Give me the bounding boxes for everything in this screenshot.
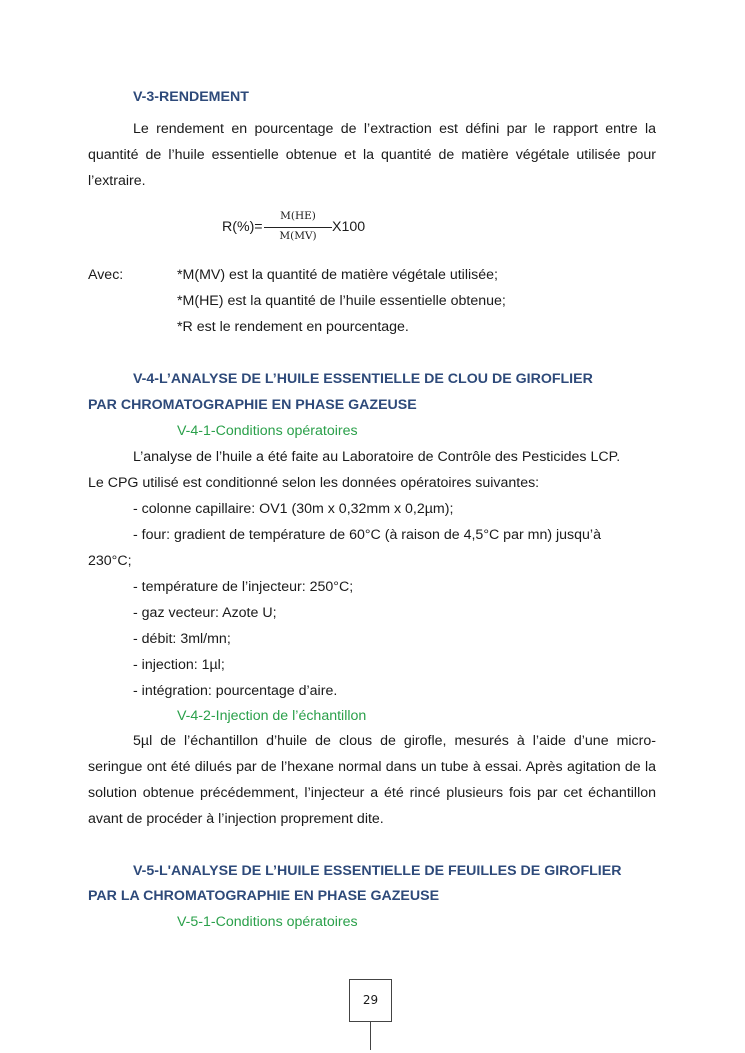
condition-item: - température de l’injecteur: 250°C; <box>133 579 354 595</box>
section-heading-rendement: V-3-RENDEMENT <box>133 89 249 105</box>
paragraph-injection: 5µl de l’échantillon d’huile de clous de girofle, mesurés à l’aide d’une micro-seringue ont été dilués par de l’hexane normal dans un tube à essai. Après agitation de la solution obtenue précédemment, l’injecteur a été rincé plusieurs fois par cet échantillon avant de procéder à l’injection proprement dite. <box>88 733 656 827</box>
intro-line: L’analyse de l’huile a été faite au Laboratoire de Contrôle des Pesticides LCP. <box>133 449 621 465</box>
avec-label: Avec: <box>88 267 124 283</box>
condition-item: - débit: 3ml/mn; <box>133 631 231 647</box>
paragraph-rendement: Le rendement en pourcentage de l’extraction est défini par le rapport entre la quantité de l’huile essentielle obtenue et la quantité de matière végétale utilisée pour l’extraire. <box>88 121 656 189</box>
condition-item: - intégration: pourcentage d’aire. <box>133 683 338 699</box>
subheading-conditions: V-4-1-Conditions opératoires <box>177 423 358 439</box>
formula-denominator: M(MV) <box>279 230 317 242</box>
condition-item: - colonne capillaire: OV1 (30m x 0,32mm x 0,2µm); <box>133 501 454 517</box>
condition-item: - four: gradient de température de 60°C (à raison de 4,5°C par mn) jusqu’à <box>133 527 601 543</box>
section-heading-analyse-feuilles: V-5-L'ANALYSE DE L’HUILE ESSENTIELLE DE FEUILLES DE GIROFLIER <box>133 863 622 879</box>
section-heading-analyse-clou: V-4-L’ANALYSE DE L’HUILE ESSENTIELLE DE CLOU DE GIROFLIER <box>133 371 593 387</box>
formula-multiplier: X100 <box>332 219 366 235</box>
condition-item: - gaz vecteur: Azote U; <box>133 605 277 621</box>
formula-numerator: M(HE) <box>280 210 316 222</box>
subheading-conditions-feuilles: V-5-1-Conditions opératoires <box>177 914 358 930</box>
page-number-line <box>370 1022 371 1050</box>
page-number: 29 <box>349 979 392 1022</box>
definition-item: *M(HE) est la quantité de l’huile essentielle obtenue; <box>177 293 506 309</box>
intro-line: Le CPG utilisé est conditionné selon les données opératoires suivantes: <box>88 475 540 491</box>
condition-item: - injection: 1µl; <box>133 657 225 673</box>
subheading-injection: V-4-2-Injection de l’échantillon <box>177 708 367 724</box>
condition-item-cont: 230°C; <box>88 553 132 569</box>
fraction-bar <box>264 227 332 228</box>
definition-item: *R est le rendement en pourcentage. <box>177 319 409 335</box>
definition-item: *M(MV) est la quantité de matière végétale utilisée; <box>177 267 498 283</box>
section-heading-analyse-clou-cont: PAR CHROMATOGRAPHIE EN PHASE GAZEUSE <box>88 397 417 413</box>
section-heading-analyse-feuilles-cont: PAR LA CHROMATOGRAPHIE EN PHASE GAZEUSE <box>88 888 440 904</box>
formula-lhs: R(%)= <box>222 219 263 235</box>
